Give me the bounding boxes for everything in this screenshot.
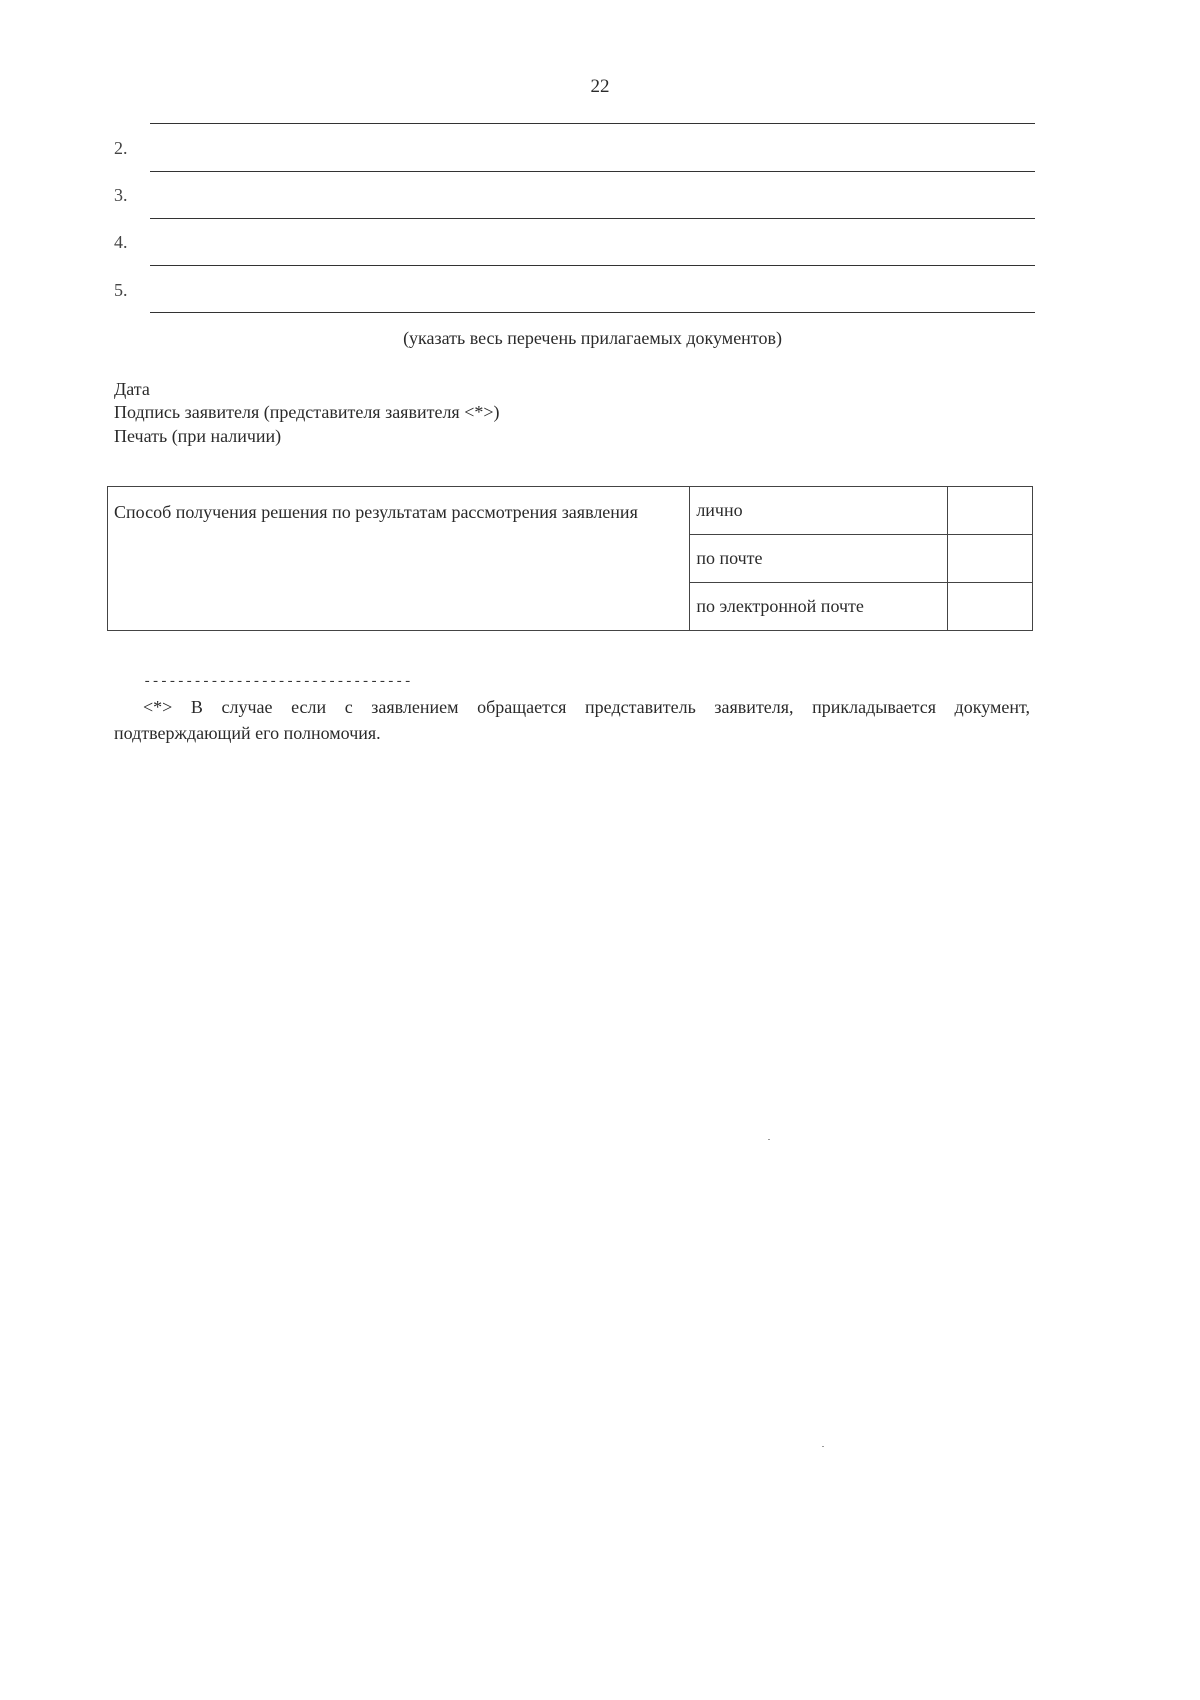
option-by-mail-checkbox[interactable] [948, 535, 1033, 583]
footnote-separator: -------------------------------- [143, 674, 412, 690]
document-list-caption: (указать весь перечень прилагаемых документов) [403, 328, 782, 348]
list-item-number: 4. [114, 232, 128, 252]
document-line-3 [150, 218, 1035, 219]
option-in-person-label: лично [690, 487, 948, 535]
receipt-method-description: Способ получения решения по результатам рассмотрения заявления [108, 487, 690, 631]
list-item-number: 2. [114, 138, 128, 158]
document-line-4 [150, 265, 1035, 266]
page-number: 22 [590, 76, 610, 97]
option-by-email-checkbox[interactable] [948, 583, 1033, 631]
scan-speck [822, 1446, 824, 1447]
signature-label: Подпись заявителя (представителя заявителя <*>) [114, 402, 500, 422]
option-by-email-label: по электронной почте [690, 583, 948, 631]
scan-speck [768, 1139, 770, 1140]
document-line-2 [150, 171, 1035, 172]
option-in-person-checkbox[interactable] [948, 487, 1033, 535]
list-item-number: 3. [114, 185, 128, 205]
option-by-mail-label: по почте [690, 535, 948, 583]
document-line-5 [150, 312, 1035, 313]
stamp-label: Печать (при наличии) [114, 426, 282, 446]
receipt-method-table [107, 486, 1033, 631]
list-item-number: 5. [114, 280, 128, 300]
date-label: Дата [114, 379, 150, 399]
document-line-1 [150, 123, 1035, 124]
footnote-text: <*> В случае если с заявлением обращается представитель заявителя, прикладывается документ, подтверждающий его полномочия. [114, 697, 1030, 743]
